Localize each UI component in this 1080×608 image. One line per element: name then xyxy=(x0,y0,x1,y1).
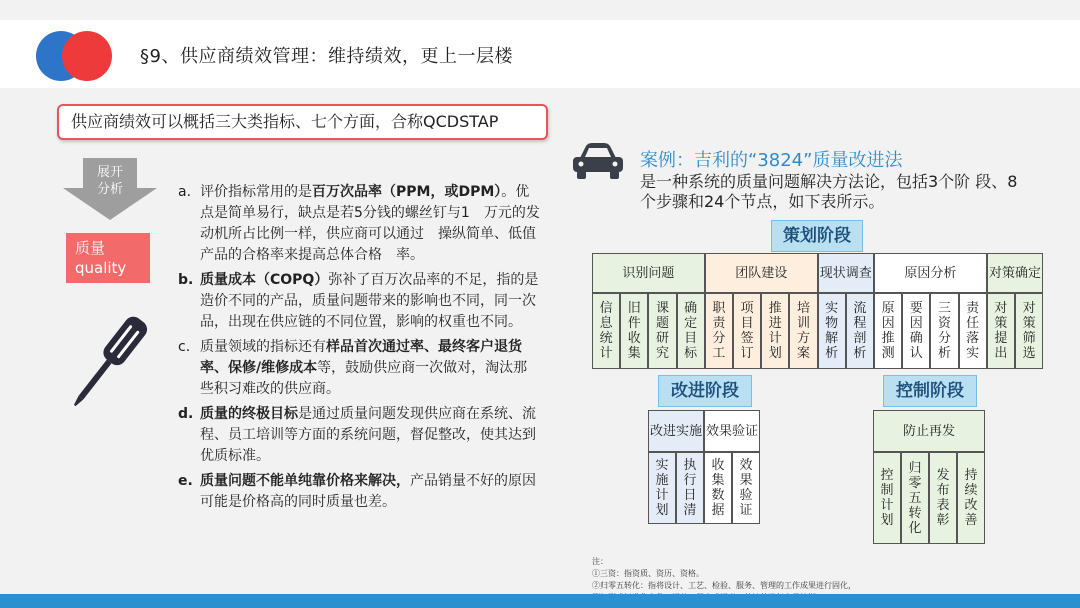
step-header: 现状调查 xyxy=(818,253,874,293)
summary-box: 供应商绩效可以概括三大类指标、七个方面，合称QCDSTAP xyxy=(57,104,548,140)
node-text: 效果验证 xyxy=(739,458,753,518)
node-text: 旧件收集 xyxy=(627,301,641,361)
page-title: §9、供应商绩效管理：维持绩效，更上一层楼 xyxy=(140,46,513,67)
node-text: 实物解析 xyxy=(825,301,839,361)
point-text: 弥补了百万次品率的不足，指的是造价不同的产品，质量问题带来的影响也不同，同一次品，出现在供应链的不同位置，影响的权重也不同。 xyxy=(200,272,539,330)
node-text: 课题研究 xyxy=(655,301,669,361)
phase-improve-label: 改进阶段 xyxy=(658,375,752,407)
node-cell xyxy=(930,293,958,369)
car-icon xyxy=(570,140,626,182)
expand-label-line2: 分析 xyxy=(96,182,123,197)
node-cell xyxy=(929,452,957,544)
point-bold-text: 质量的终极目标 xyxy=(200,406,298,422)
node-cell xyxy=(733,293,761,369)
step-header: 对策确定 xyxy=(987,253,1043,293)
quality-tag-cn: 质量 xyxy=(75,239,106,257)
node-text: 实施计划 xyxy=(655,458,669,518)
node-text: 要因确认 xyxy=(909,301,923,361)
node-text: 执行日清 xyxy=(683,458,697,518)
step-header: 识别问题 xyxy=(592,253,705,293)
case-title: 案例：吉利的“3824”质量改进法 xyxy=(640,150,903,171)
quality-tag xyxy=(66,233,150,283)
node-cell xyxy=(874,293,902,369)
point-item xyxy=(172,471,540,513)
node-text: 项目签订 xyxy=(740,301,754,361)
footer-bar xyxy=(0,594,1080,608)
point-bold-text: 质量成本（COPQ） xyxy=(200,272,329,288)
step-header: 改进实施 xyxy=(648,410,704,452)
node-cell xyxy=(987,293,1015,369)
node-text: 对策筛选 xyxy=(1022,301,1036,361)
point-text: 评价指标常用的是 xyxy=(200,184,312,200)
node-cell xyxy=(705,293,733,369)
node-text: 职责分工 xyxy=(712,301,726,361)
point-text: 等，鼓励供应商一次做对，淘汰那些积习难改的供应商。 xyxy=(200,360,528,397)
points-list xyxy=(172,182,540,517)
node-cell xyxy=(846,293,874,369)
step-header: 效果验证 xyxy=(704,410,760,452)
node-text: 对策提出 xyxy=(994,301,1008,361)
phase-control-label: 控制阶段 xyxy=(883,375,977,407)
step-header: 原因分析 xyxy=(874,253,987,293)
node-cell xyxy=(648,293,676,369)
node-cell xyxy=(732,452,760,524)
point-bold-text: 百万次品率（PPM，或DPM） xyxy=(312,184,502,200)
step-header: 防止再发 xyxy=(873,410,985,452)
node-cell xyxy=(704,452,732,524)
node-cell xyxy=(648,452,676,524)
expand-arrow-icon xyxy=(63,158,157,220)
node-text: 归零五转化 xyxy=(908,460,922,536)
footnote-line: ①三资：指资质、资历、资格。 xyxy=(592,569,704,578)
node-text: 流程剖析 xyxy=(853,301,867,361)
node-cell xyxy=(789,293,817,369)
point-bold-text: 样品首次通过率、最终客户退货率、保修/维修成本 xyxy=(200,339,522,376)
step-header: 团队建设 xyxy=(705,253,818,293)
footnote-line: ②归零五转化：指将设计、工艺、检验、服务、管理的工作成果进行固化， xyxy=(592,581,856,590)
node-text: 持续改善 xyxy=(964,468,978,528)
point-marker: e. xyxy=(178,473,193,489)
node-text: 推进计划 xyxy=(768,301,782,361)
node-cell xyxy=(959,293,987,369)
node-cell xyxy=(902,293,930,369)
screwdriver-icon xyxy=(63,307,153,419)
point-text: 是通过质量问题发现供应商在系统、流程、员工培训等方面的系统问题，督促整改，使其达到优质标准。 xyxy=(200,406,536,464)
point-marker: c. xyxy=(178,339,191,355)
point-bold-text: 质量问题不能单纯靠价格来解决， xyxy=(200,473,410,489)
node-cell xyxy=(761,293,789,369)
point-text: 产品销量不好的原因可能是价格高的同时质量也差。 xyxy=(200,473,536,510)
quality-tag-en: quality xyxy=(75,259,127,277)
node-text: 发布表彰 xyxy=(936,468,950,528)
node-cell xyxy=(592,293,620,369)
case-description: 是一种系统的质量问题解决方法论，包括3个阶 段、8个步骤和24个节点，如下表所示。 xyxy=(640,172,1018,211)
node-cell xyxy=(676,452,704,524)
node-text: 原因推测 xyxy=(881,301,895,361)
node-text: 三资分析 xyxy=(937,301,951,361)
node-text: 信息统计 xyxy=(599,301,613,361)
node-cell xyxy=(873,452,901,544)
point-marker: a. xyxy=(178,184,192,200)
node-cell xyxy=(901,452,929,544)
node-text: 培训方案 xyxy=(796,301,810,361)
point-text: 质量领域的指标还有 xyxy=(200,339,326,355)
point-item xyxy=(172,404,540,467)
node-cell xyxy=(620,293,648,369)
header-bar xyxy=(0,20,1080,88)
point-marker: b. xyxy=(178,272,194,288)
point-text: 。优点是简单易行，缺点是若5分钱的螺丝钉与1 万元的发动机所占比例一样，供应商可以通过 操纵简单、低值产品的合格率来提高总体合格 率。 xyxy=(200,184,540,263)
phase-plan-label: 策划阶段 xyxy=(771,220,863,252)
node-cell xyxy=(1015,293,1043,369)
node-text: 确定目标 xyxy=(684,301,698,361)
node-cell xyxy=(677,293,705,369)
node-text: 收集数据 xyxy=(711,458,725,518)
node-text: 责任落实 xyxy=(966,301,980,361)
node-cell xyxy=(818,293,846,369)
point-marker: d. xyxy=(178,406,194,422)
expand-label xyxy=(63,164,157,198)
footnote-line: 注： xyxy=(592,557,608,566)
point-item xyxy=(172,270,540,333)
logo xyxy=(36,31,116,81)
node-text: 控制计划 xyxy=(880,468,894,528)
node-cell xyxy=(957,452,985,544)
expand-label-line1: 展开 xyxy=(96,165,123,180)
point-item xyxy=(172,182,540,266)
logo-red-circle xyxy=(62,31,112,81)
point-item xyxy=(172,337,540,400)
